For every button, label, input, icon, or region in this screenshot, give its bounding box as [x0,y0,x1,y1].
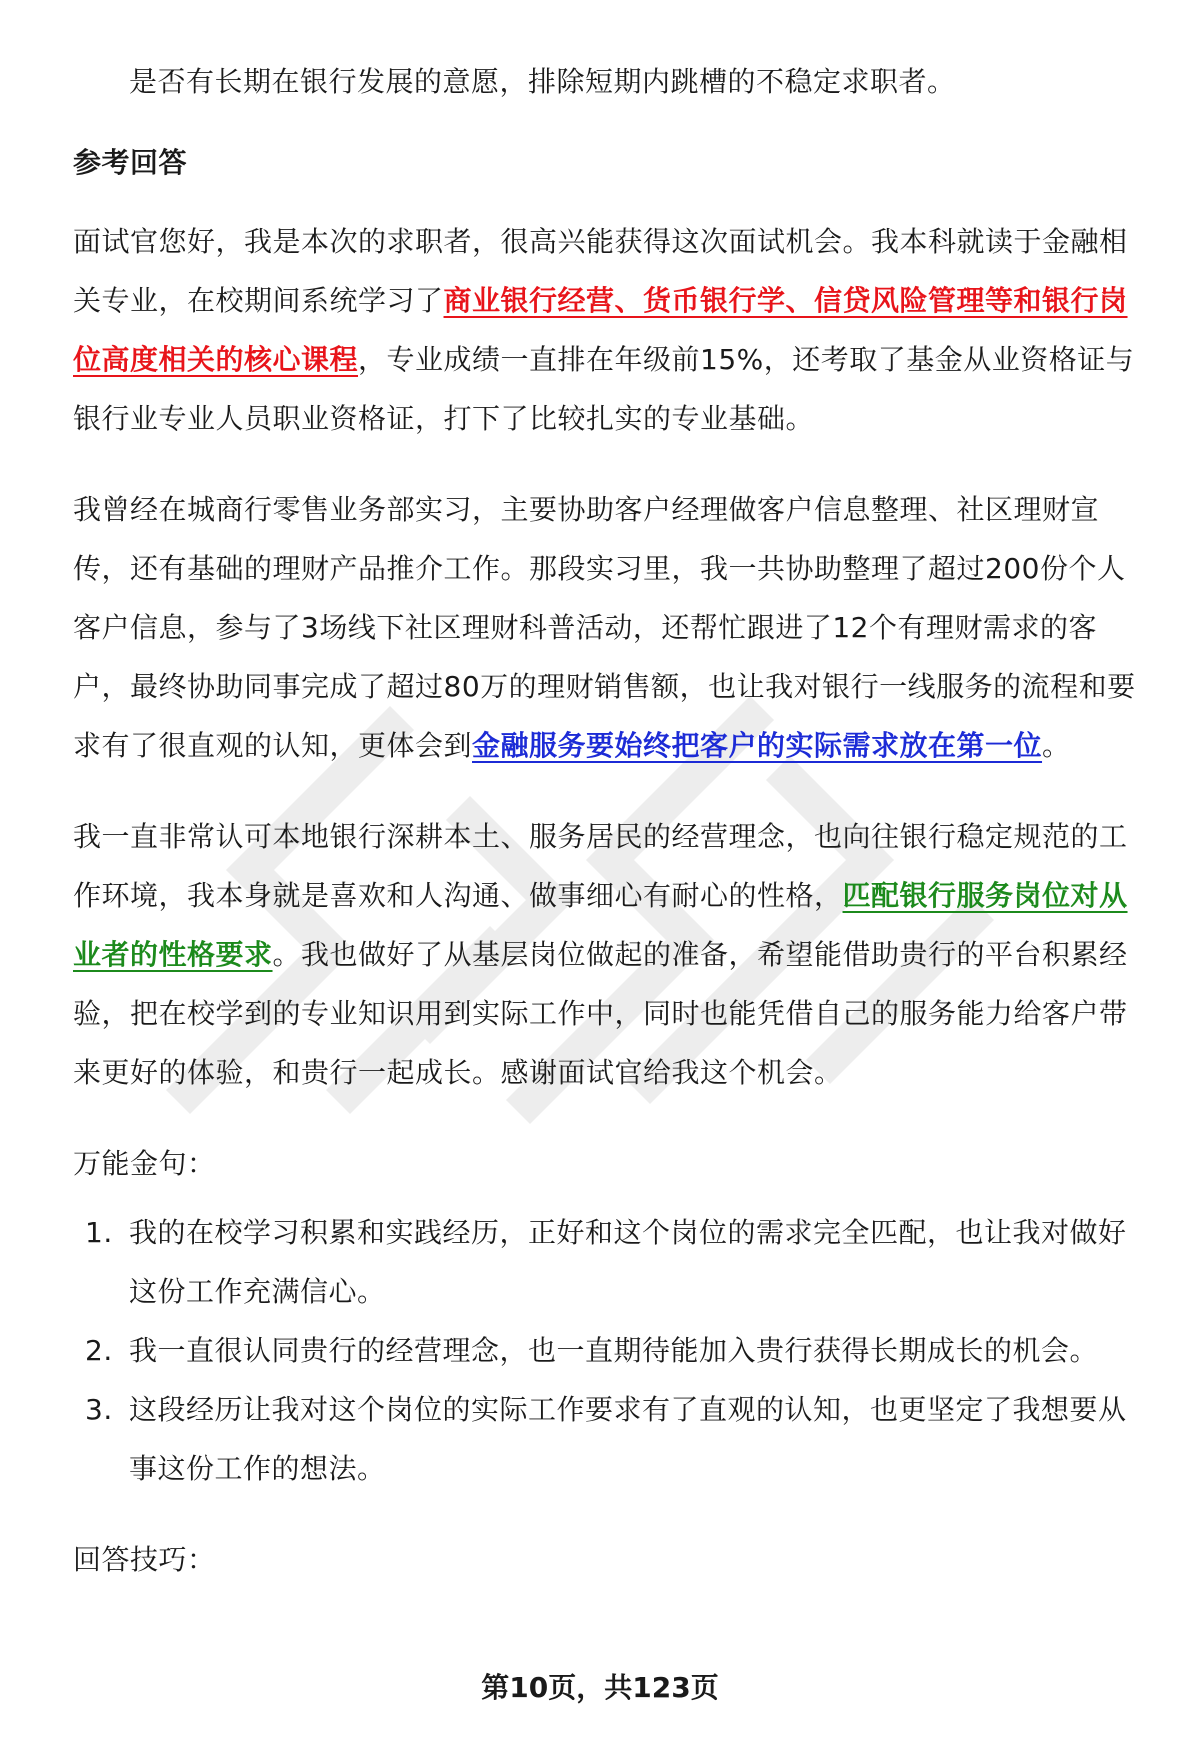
paragraph-gap [73,448,1153,480]
section-heading: 参考回答 [73,146,188,179]
paragraph-2-highlight: 金融服务要始终把客户的实际需求放在第一位 [472,729,1043,762]
page-number-footer: 第10页，共123页 [481,1671,719,1704]
intro-line: 是否有长期在银行发展的意愿，排除短期内跳槽的不稳定求职者。 [129,65,956,98]
paragraph-gap [73,1498,1153,1530]
list-item-number: 1. [85,1216,113,1249]
list-item-text: 我一直很认同贵行的经营理念，也一直期待能加入贵行获得长期成长的机会。 [129,1334,1099,1367]
paragraph-3-highlight: 匹配银行服务岗位对从业者的性格要求 [73,879,1128,971]
paragraph-1-text-after: ，专业成绩一直排在年级前15%，还考取了基金从业资格证与银行业专业人员职业资格证，打下了比较扎实的专业基础。 [73,343,1135,435]
paragraph-2-text-before: 我曾经在城商行零售业务部实习，主要协助客户经理做客户信息整理、社区理财宣传，还有基础的理财产品推介工作。那段实习里，我一共协助整理了超过200份个人客户信息，参与了3场线下社区理财科普活动，还帮忙跟进了12个有理财需求的客户，最终协助同事完成了超过80万的理财销售额，也让我对银行一线服务的流程和要求有了很直观的认知，更体会到 [73,493,1136,762]
list-item [73,1321,1153,1380]
list-item [73,1203,1153,1321]
paragraph-1-text-before: 面试官您好，我是本次的求职者，很高兴能获得这次面试机会。我本科就读于金融相关专业，在校期间系统学习了 [73,225,1128,317]
paragraph-3-text-before: 我一直非常认可本地银行深耕本土、服务居民的经营理念，也向往银行稳定规范的工作环境，我本身就是喜欢和人沟通、做事细心有耐心的性格， [73,820,1128,912]
paragraph-2-text-after: 。 [1042,729,1071,762]
paragraph-gap [73,1102,1153,1134]
list-item-text: 我的在校学习积累和实践经历，正好和这个岗位的需求完全匹配，也让我对做好这份工作充满信心。 [129,1216,1127,1308]
list-item-text: 这段经历让我对这个岗位的实际工作要求有了直观的认知，也更坚定了我想要从事这份工作的想法。 [129,1393,1127,1485]
answer-paragraph-1 [73,212,1153,448]
answer-tips-label: 回答技巧： [73,1543,216,1576]
answer-paragraph-3 [73,807,1153,1102]
document-body [73,52,1153,1589]
golden-sentences-label: 万能金句： [73,1147,216,1180]
answer-paragraph-2 [73,480,1153,775]
paragraph-1-highlight: 商业银行经营、货币银行学、信贷风险管理等和银行岗位高度相关的核心课程 [73,284,1128,376]
paragraph-gap [73,775,1153,807]
list-item-number: 3. [85,1393,113,1426]
golden-sentences-list [73,1203,1153,1498]
list-item-number: 2. [85,1334,113,1367]
list-item [73,1380,1153,1498]
paragraph-3-text-after: 。我也做好了从基层岗位做起的准备，希望能借助贵行的平台积累经验，把在校学到的专业知识用到实际工作中，同时也能凭借自己的服务能力给客户带来更好的体验，和贵行一起成长。感谢面试官给我这个机会。 [73,938,1128,1089]
